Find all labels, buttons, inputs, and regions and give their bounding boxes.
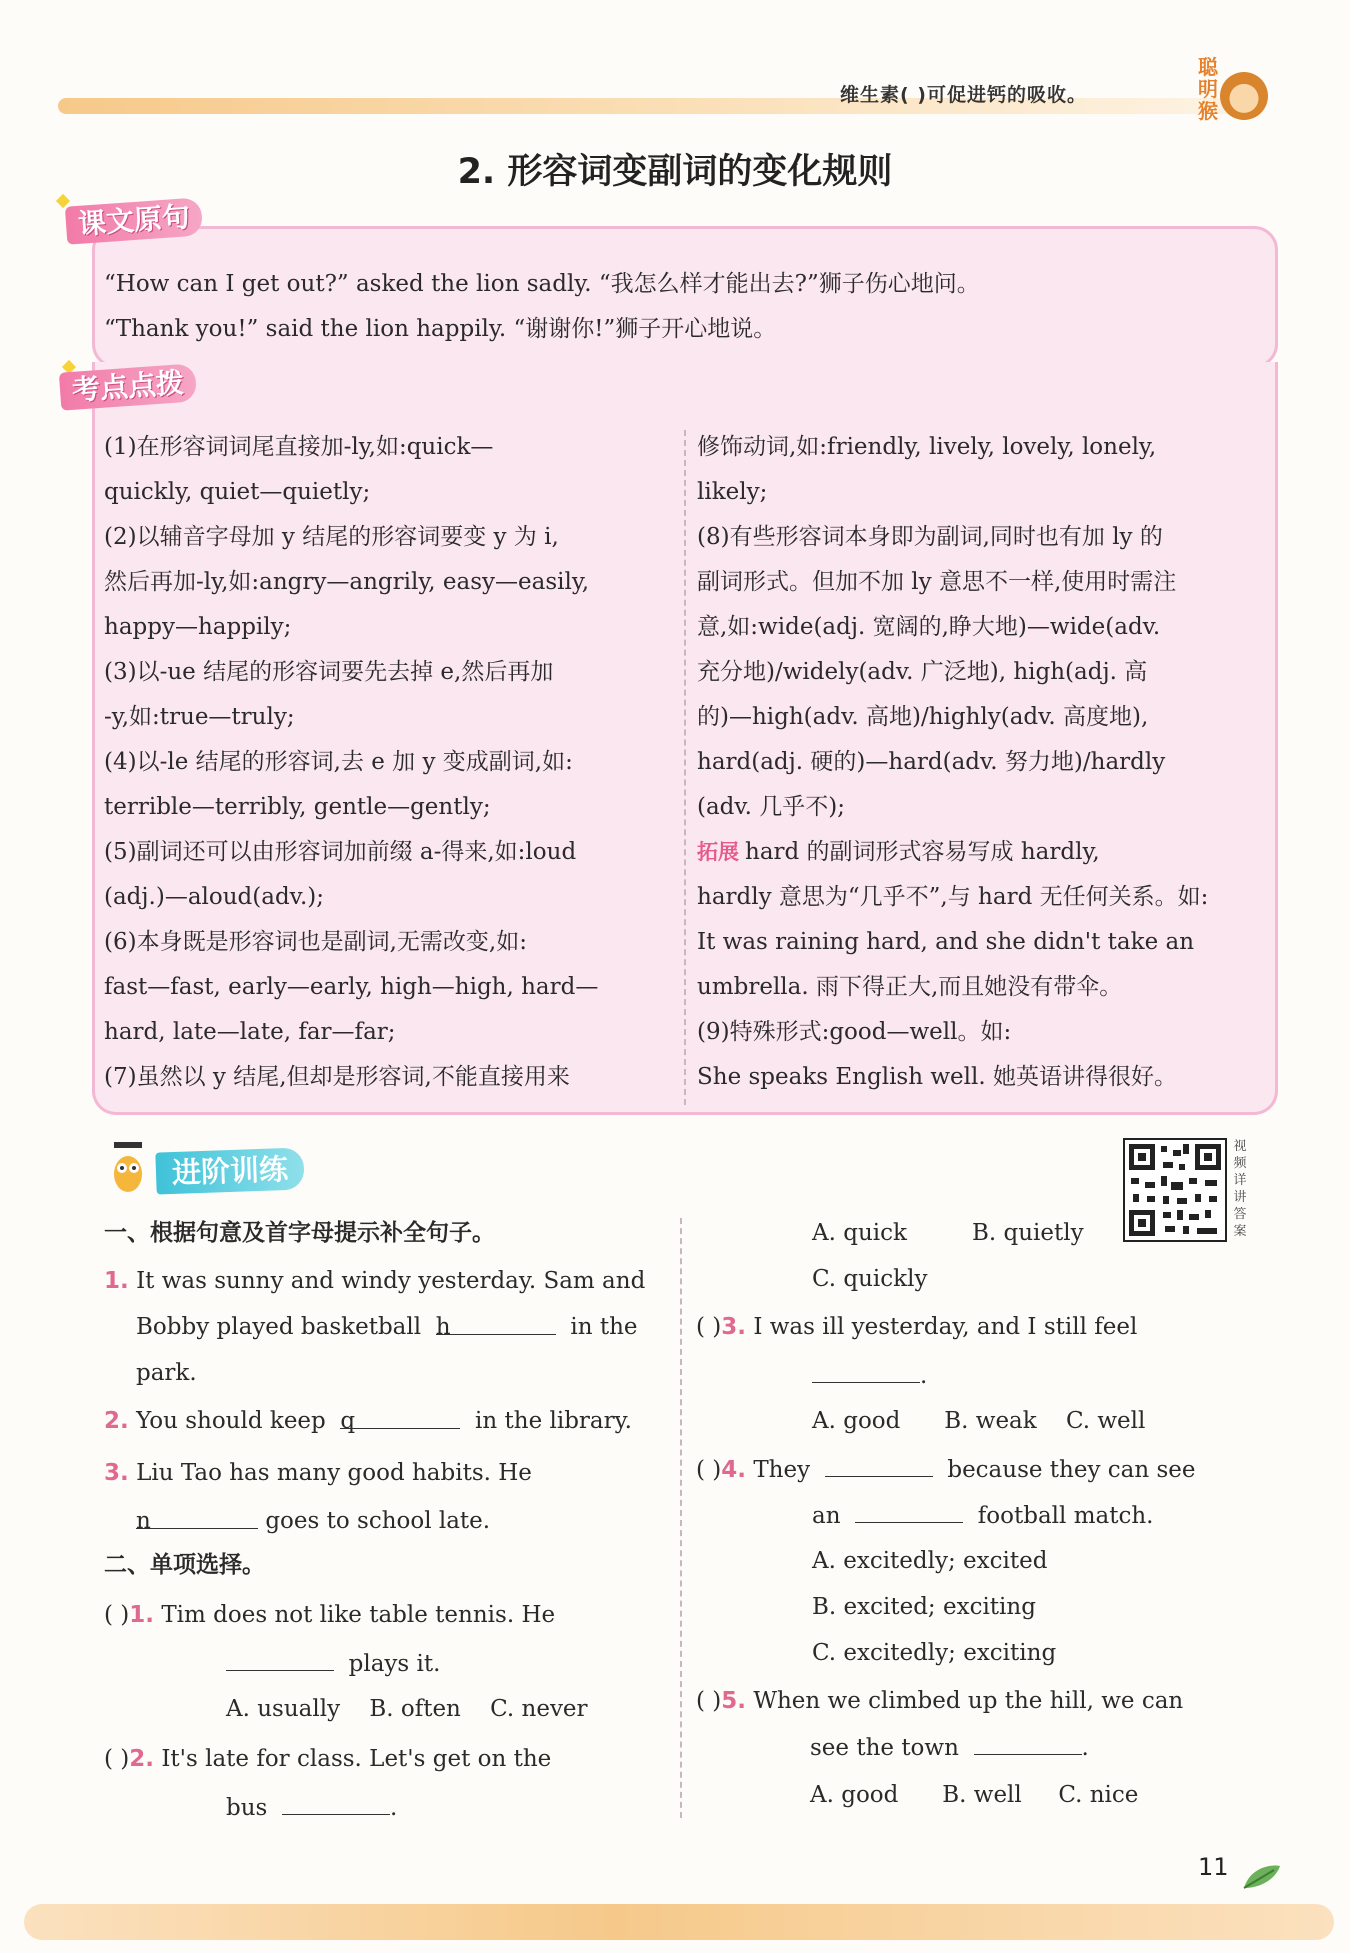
page-number: 11 [1198, 1853, 1229, 1881]
brand-logo [1196, 56, 1276, 132]
fill-q1-line1: 1. It was sunny and windy yesterday. Sam and [104, 1268, 646, 1294]
choice-q4-line1: ( )4. They because they can see [696, 1454, 1196, 1485]
rule-line: happy—happily; [104, 614, 292, 640]
leaf-icon [1240, 1862, 1284, 1892]
choice-q4-option-c: C. excitedly; exciting [812, 1640, 1057, 1666]
column-divider [684, 430, 686, 1105]
fill-q3-line2: n goes to school late. [136, 1508, 491, 1534]
rule-line: (adv. 几乎不); [697, 794, 846, 820]
choice-q5-line2: see the town . [810, 1732, 1089, 1763]
rule-line: fast—fast, early—early, high—high, hard— [104, 974, 599, 1000]
rule-line: 副词形式。但加不加 ly 意思不一样,使用时需注 [697, 569, 1177, 595]
rule-line: 意,如:wide(adj. 宽阔的,睁大地)—wide(adv. [697, 614, 1161, 640]
answer-blank[interactable] [226, 1648, 334, 1671]
extension-line: It was raining hard, and she didn't take an [697, 929, 1195, 955]
choice-q4-option-a: A. excitedly; excited [812, 1548, 1048, 1574]
answer-paren[interactable]: ( ) [104, 1602, 130, 1628]
answer-blank[interactable] [825, 1454, 933, 1477]
training-tag: 进阶训练 [155, 1147, 304, 1194]
owl-mascot-icon [108, 1140, 148, 1196]
original-line-2: “Thank you!” said the lion happily. “谢谢你!”狮子开心地说。 [104, 316, 777, 342]
qr-code[interactable] [1123, 1138, 1227, 1242]
choice-q5-options: A. good B. well C. nice [810, 1782, 1139, 1808]
exercise-column-divider [680, 1218, 682, 1818]
part1-heading: 一、根据句意及首字母提示补全句子。 [104, 1220, 495, 1246]
answer-blank[interactable] [855, 1500, 963, 1523]
monkey-icon [1220, 72, 1268, 120]
answer-paren[interactable]: ( ) [696, 1688, 722, 1714]
rule-line: -y,如:true—truly; [104, 704, 295, 730]
brand-text: 聪 明 猴 [1198, 55, 1218, 123]
rule-line: (4)以-le 结尾的形容词,去 e 加 y 变成副词,如: [104, 749, 573, 775]
rule-line: (5)副词还可以由形容词加前缀 a-得来,如:loud [104, 839, 577, 865]
choice-q2-option-a: A. quick [812, 1220, 907, 1246]
rule-line: likely; [697, 479, 768, 505]
choice-q2-line2: bus . [226, 1792, 397, 1823]
rule-line: 的)—high(adv. 高地)/highly(adv. 高度地), [697, 704, 1149, 730]
footer-band [24, 1904, 1334, 1940]
extension-line: hardly 意思为“几乎不”,与 hard 无任何关系。如: [697, 884, 1209, 910]
rule-line: 然后再加-ly,如:angry—angrily, easy—easily, [104, 569, 590, 595]
extension-line: umbrella. 雨下得正大,而且她没有带伞。 [697, 974, 1123, 1000]
original-sentence-tag: 课文原句 [65, 197, 203, 244]
rule-line: 修饰动词,如:friendly, lively, lovely, lonely, [697, 434, 1157, 460]
rule-line: (7)虽然以 y 结尾,但却是形容词,不能直接用来 [104, 1064, 570, 1090]
part2-heading: 二、单项选择。 [104, 1552, 265, 1578]
answer-blank[interactable] [974, 1732, 1082, 1755]
extension-line: She speaks English well. 她英语讲得很好。 [697, 1064, 1177, 1090]
extension-line: (9)特殊形式:good—well。如: [697, 1019, 1012, 1045]
choice-q1-options: A. usually B. often C. never [226, 1696, 588, 1722]
page-title: 2. 形容词变副词的变化规则 [457, 152, 893, 192]
choice-q2-line1: ( )2. It's late for class. Let's get on the [104, 1746, 552, 1772]
fill-q3-line1: 3. Liu Tao has many good habits. He [104, 1460, 532, 1486]
rule-line: (8)有些形容词本身即为副词,同时也有加 ly 的 [697, 524, 1163, 550]
header-hint: 维生素( )可促进钙的吸收。 [840, 84, 1087, 106]
answer-paren[interactable]: ( ) [696, 1457, 722, 1483]
fill-q1-line3: park. [136, 1360, 197, 1386]
answer-paren[interactable]: ( ) [104, 1746, 130, 1772]
choice-q5-line1: ( )5. When we climbed up the hill, we can [696, 1688, 1184, 1714]
answer-blank[interactable]: n [136, 1506, 258, 1529]
choice-q2-option-c: C. quickly [812, 1266, 928, 1292]
fill-q2: 2. You should keep q in the library. [104, 1408, 632, 1434]
extension-line: 拓展 hard 的副词形式容易写成 hardly, [697, 830, 1262, 875]
rule-line: (1)在形容词词尾直接加-ly,如:quick— [104, 434, 494, 460]
rule-line: quickly, quiet—quietly; [104, 479, 371, 505]
answer-paren[interactable]: ( ) [696, 1314, 722, 1340]
key-points-right-column [697, 425, 1262, 1100]
rule-line: (2)以辅音字母加 y 结尾的形容词要变 y 为 i, [104, 524, 559, 550]
choice-q3-line1: ( )3. I was ill yesterday, and I still feel [696, 1314, 1138, 1340]
answer-blank[interactable] [812, 1360, 920, 1383]
rule-line: 充分地)/widely(adv. 广泛地), high(adj. 高 [697, 659, 1148, 685]
choice-q1-line2: plays it. [226, 1648, 440, 1679]
extension-tag: 拓展 [697, 840, 739, 864]
answer-blank[interactable] [282, 1792, 390, 1815]
choice-q2-option-b: B. quietly [972, 1220, 1084, 1246]
rule-line: hard(adj. 硬的)—hard(adv. 努力地)/hardly [697, 749, 1166, 775]
rule-line: terrible—terribly, gentle—gently; [104, 794, 491, 820]
original-line-1: “How can I get out?” asked the lion sadly. “我怎么样才能出去?”狮子伤心地问。 [104, 271, 980, 297]
rule-line: (3)以-ue 结尾的形容词要先去掉 e,然后再加 [104, 659, 554, 685]
qr-label: 视 频 详 讲 答 案 [1233, 1139, 1247, 1239]
choice-q4-option-b: B. excited; exciting [812, 1594, 1036, 1620]
answer-blank[interactable]: q [340, 1406, 460, 1429]
answer-blank[interactable]: h [436, 1312, 556, 1335]
choice-q4-line2: an football match. [812, 1500, 1153, 1531]
choice-q1-line1: ( )1. Tim does not like table tennis. He [104, 1602, 556, 1628]
rule-line: hard, late—late, far—far; [104, 1019, 396, 1045]
key-points-tag: 考点点拨 [59, 363, 197, 410]
rule-line: (6)本身既是形容词也是副词,无需改变,如: [104, 929, 527, 955]
key-points-left-column [104, 425, 674, 1100]
fill-q1-line2: Bobby played basketball h in the [136, 1314, 638, 1340]
choice-q3-options: A. good B. weak C. well [812, 1408, 1146, 1434]
rule-line: (adj.)—aloud(adv.); [104, 884, 324, 910]
choice-q3-line2: . [812, 1360, 927, 1391]
